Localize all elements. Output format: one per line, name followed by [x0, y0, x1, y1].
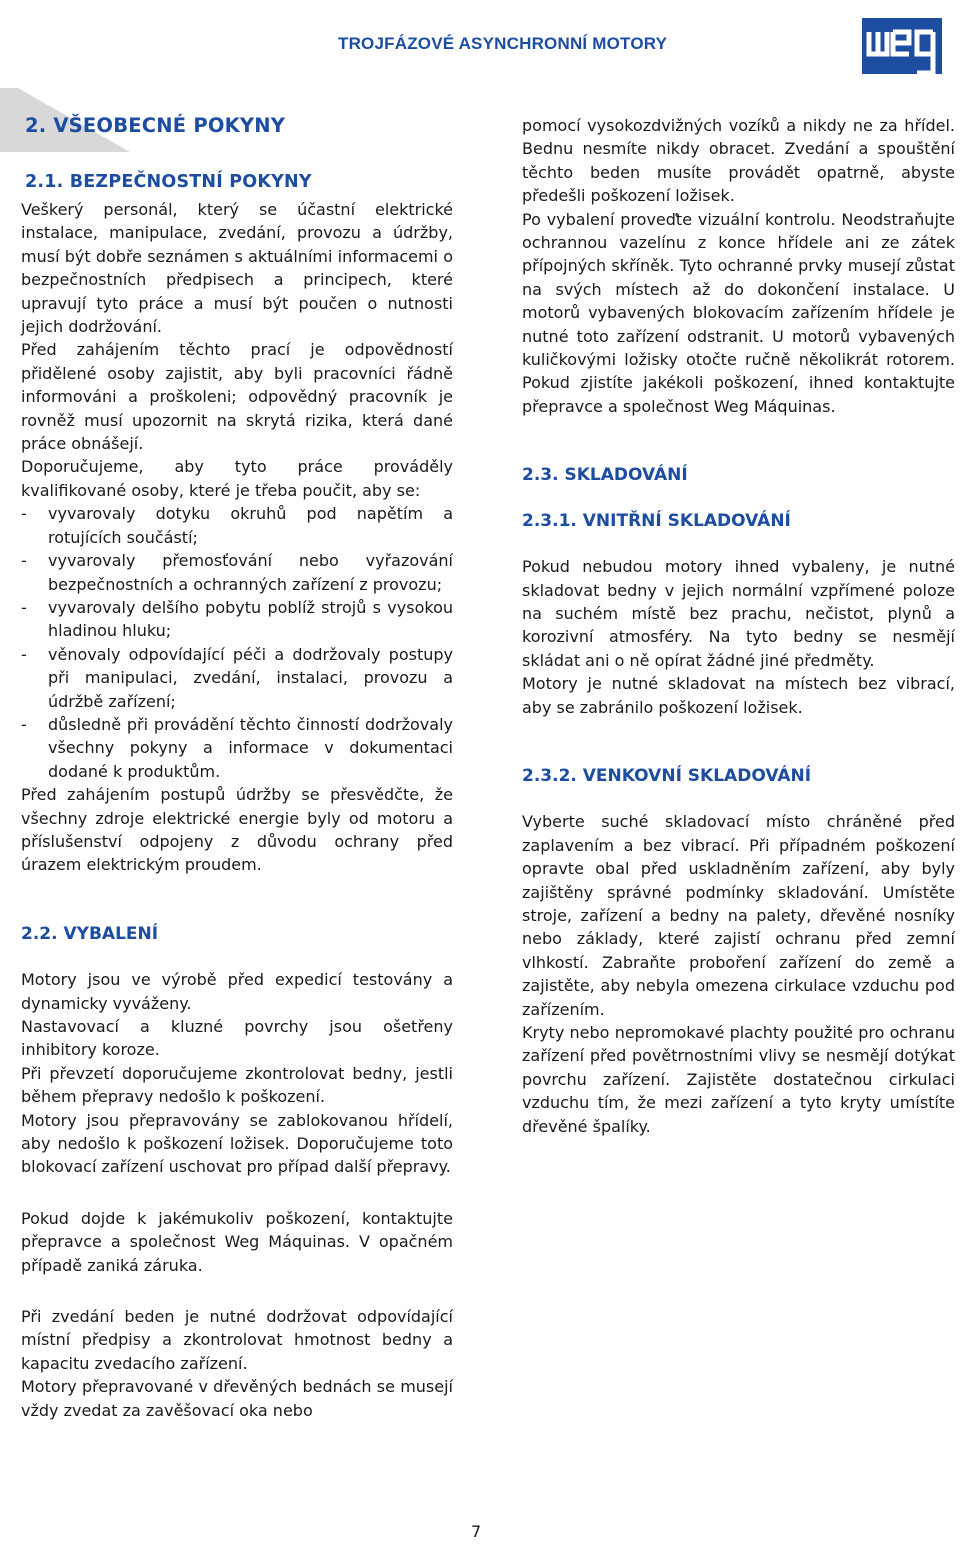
paragraph: Motory jsou přepravovány se zablokovanou hřídelí, aby nedošlo k poškození ložisek. Doporučujeme toto blokovací zařízení uschovat pro případ další přepravy. — [21, 1110, 453, 1177]
weg-logo-icon — [862, 18, 942, 74]
list-item — [21, 549, 453, 596]
section-2-3-heading: 2.3. SKLADOVÁNÍ — [522, 465, 688, 486]
paragraph: Vyberte suché skladovací místo chráněné před zaplavením a bez vibrací. Při případném poškození opravte obal před uskladněním zařízení, aby byly zajištěny správné podmínky skladování. Umístěte stroje, zařízení a bedny na palety, dřevěné nosníky nebo základy, které zajistí ochranu před zemní vlhkostí. Zabraňte proboření zařízení do země a zajistěte, aby nebyla omezena cirkulace vzduchu pod zařízením. — [522, 812, 955, 1019]
list-dash: - — [21, 504, 27, 524]
paragraph: Při převzetí doporučujeme zkontrolovat bedny, jestli během přepravy nedošlo k poškození. — [21, 1063, 453, 1107]
list-item — [21, 713, 453, 783]
list-item-text: důsledně při provádění těchto činností dodržovaly všechny pokyny a informace v dokumentaci dodané k produktům. — [48, 714, 453, 781]
list-item-text: vyvarovaly přemosťování nebo vyřazování bezpečnostních a ochranných zařízení z provozu; — [48, 551, 453, 594]
section-2-1-heading: 2.1. BEZPEČNOSTNÍ POKYNY — [25, 172, 312, 192]
section-2-3-2-heading: 2.3.2. VENKOVNÍ SKLADOVÁNÍ — [522, 765, 812, 786]
paragraph: Motory je nutné skladovat na místech bez vibrací, aby se zabránilo poškození ložisek. — [522, 674, 955, 717]
left-column — [21, 198, 453, 1422]
paragraph: Motory přepravované v dřevěných bednách se musejí vždy zvedat za zavěšovací oka nebo — [21, 1377, 453, 1420]
main-heading: 2. VŠEOBECNÉ POKYNY — [25, 114, 286, 137]
list-item-text: věnovaly odpovídající péči a dodržovaly postupy při manipulaci, zvedání, instalaci, provozu a údržbě zařízení; — [48, 644, 453, 711]
list-item — [21, 643, 453, 713]
paragraph: Motory jsou ve výrobě před expedicí testovány a dynamicky vyváženy. — [21, 970, 453, 1013]
list-item-text: vyvarovaly dotyku okruhů pod napětím a rotujících součástí; — [48, 504, 453, 547]
section-2-2-heading: 2.2. VYBALENÍ — [21, 923, 159, 944]
paragraph: Před zahájením postupů údržby se přesvědčte, že všechny zdroje elektrické energie byly od motoru a příslušenství odpojeny z důvodu ochrany před úrazem elektrickým proudem. — [21, 785, 453, 875]
paragraph: Doporučujeme, aby tyto práce prováděly kvalifikované osoby, které je třeba poučit, aby se: — [21, 457, 453, 500]
paragraph: Nastavovací a kluzné povrchy jsou ošetřeny inhibitory koroze. — [21, 1017, 453, 1060]
paragraph: Při zvedání beden je nutné dodržovat odpovídající místní předpisy a zkontrolovat hmotnost bedny a kapacitu zvedacího zařízení. — [21, 1307, 453, 1373]
list-item — [21, 502, 453, 549]
paragraph: Před zahájením těchto prací je odpovědností přidělené osoby zajistit, aby byli pracovníci řádně informováni a proškoleni; odpovědný pracovník je rovněž musí upozornit na skrytá rizika, která dané práce obnášejí. — [21, 340, 453, 454]
section-2-3-1-heading: 2.3.1. VNITŘNÍ SKLADOVÁNÍ — [522, 510, 791, 531]
list-item — [21, 596, 453, 643]
paragraph: Kryty nebo nepromokavé plachty použité pro ochranu zařízení před povětrnostními vlivy se nesmějí dotýkat povrchu zařízení. Zajistěte dostatečnou cirkulaci vzduchu tím, že mezi zařízení a tyto kryty umístíte dřevěné špalíky. — [522, 1023, 955, 1136]
list-dash: - — [21, 551, 27, 571]
right-column — [522, 114, 955, 1138]
paragraph: Veškerý personál, který se účastní elektrické instalace, manipulace, zvedání, provozu a údržby, musí být dobře seznámen s aktuálními informacemi o bezpečnostních předpisech a principech, které upravují tyto práce a musí být poučen o nutnosti jejich dodržování. — [21, 200, 453, 337]
list-dash: - — [21, 597, 27, 617]
paragraph: Po vybalení proveďte vizuální kontrolu. Neodstraňujte ochrannou vazelínu z konce hřídele ani ze zátek přípojných skříněk. Tyto ochranné prvky musejí zůstat na svých místech až do dokončení instalace. U motorů vybavených blokovacím zařízením hřídele je nutné toto zařízení odstranit. U motorů vybavených kuličkovými ložisky otočte ručně několikrát rotorem. Pokud zjistíte jakékoli poškození, ihned kontaktujte přepravce a společnost Weg Máquinas. — [522, 209, 955, 416]
paragraph: Pokud dojde k jakémukoliv poškození, kontaktujte přepravce a společnost Weg Máquinas. V opačném případě zaniká záruka. — [21, 1208, 453, 1275]
safety-list — [21, 502, 453, 783]
paragraph: pomocí vysokozdvižných vozíků a nikdy ne za hřídel. Bednu nesmíte nikdy obracet. Zvedání a spouštění těchto beden musíte provádět opatrně, abyste předešli poškození ložisek. — [522, 116, 955, 206]
list-item-text: vyvarovaly delšího pobytu poblíž strojů s vysokou hladinou hluku; — [48, 597, 453, 641]
page-number: 7 — [471, 1522, 482, 1541]
paragraph: Pokud nebudou motory ihned vybaleny, je nutné skladovat bedny v jejich normální vzpřímené poloze na suchém místě bez prachu, nečistot, plynů a korozivní atmosféry. Na tyto bedny se nesmějí skládat ani o ně opírat žádné jiné předměty. — [522, 557, 955, 670]
list-dash: - — [21, 644, 27, 664]
list-dash: - — [21, 714, 27, 734]
document-header-title: TROJFÁZOVÉ ASYNCHRONNÍ MOTORY — [338, 34, 668, 53]
